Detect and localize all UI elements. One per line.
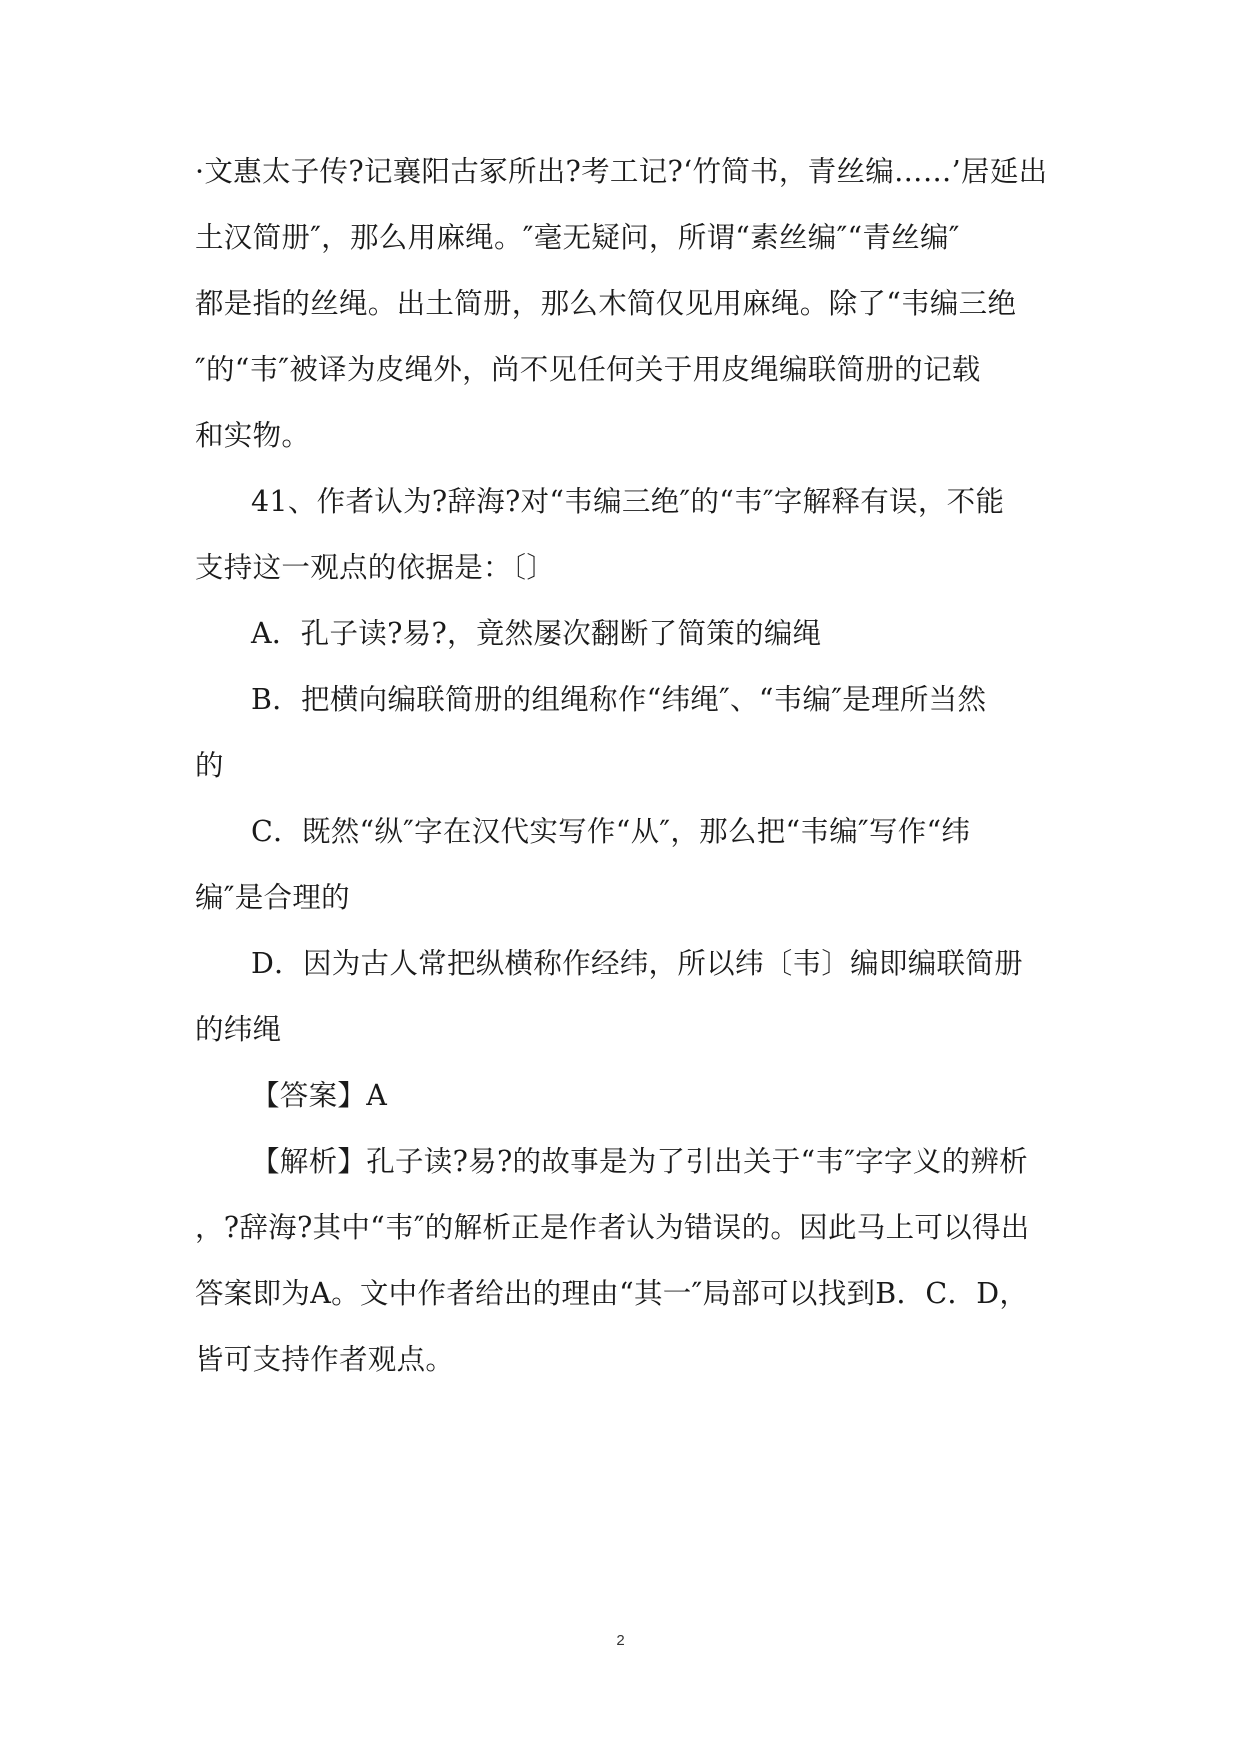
option-d-cont: 的纬绳	[195, 1013, 282, 1046]
option-d: D．因为古人常把纵横称作经纬，所以纬〔韦〕编即编联简册	[251, 947, 1023, 980]
answer: 【答案】A	[251, 1079, 388, 1112]
analysis-cont-1: ，?辞海?其中“韦″的解析正是作者认为错误的。因此马上可以得出	[195, 1211, 1030, 1244]
text-line-3: 都是指的丝绳。出土简册，那么木简仅见用麻绳。除了“韦编三绝	[195, 287, 1017, 320]
analysis-cont-3: 皆可支持作者观点。	[195, 1343, 455, 1376]
option-a: A．孔子读?易?，竟然屡次翻断了简策的编绳	[251, 617, 822, 650]
question-41: 41、作者认为?辞海?对“韦编三绝″的“韦″字解释有误，不能	[251, 485, 1005, 518]
option-c: C．既然“纵″字在汉代实写作“从″，那么把“韦编″写作“纬	[251, 815, 971, 848]
text-line-2: 土汉简册″，那么用麻绳。″毫无疑问，所谓“素丝编″“青丝编″	[195, 221, 960, 254]
text-line-5: 和实物。	[195, 419, 311, 452]
option-c-cont: 编″是合理的	[195, 881, 350, 914]
page-number: 2	[616, 1632, 625, 1649]
analysis: 【解析】孔子读?易?的故事是为了引出关于“韦″字字义的辨析	[251, 1145, 1028, 1178]
text-line-4: ″的“韦″被译为皮绳外，尚不见任何关于用皮绳编联简册的记载	[195, 353, 981, 386]
analysis-cont-2: 答案即为A。文中作者给出的理由“其一″局部可以找到B．C．D，	[195, 1277, 1029, 1310]
option-b-cont: 的	[195, 749, 224, 782]
text-line-1: ·文惠太子传?记襄阳古冢所出?考工记?‘竹简书，青丝编……’居延出	[195, 155, 1048, 188]
question-41-cont: 支持这一观点的依据是：〔〕	[195, 551, 556, 584]
option-b: B．把横向编联简册的组绳称作“纬绳″、“韦编″是理所当然	[251, 683, 987, 716]
